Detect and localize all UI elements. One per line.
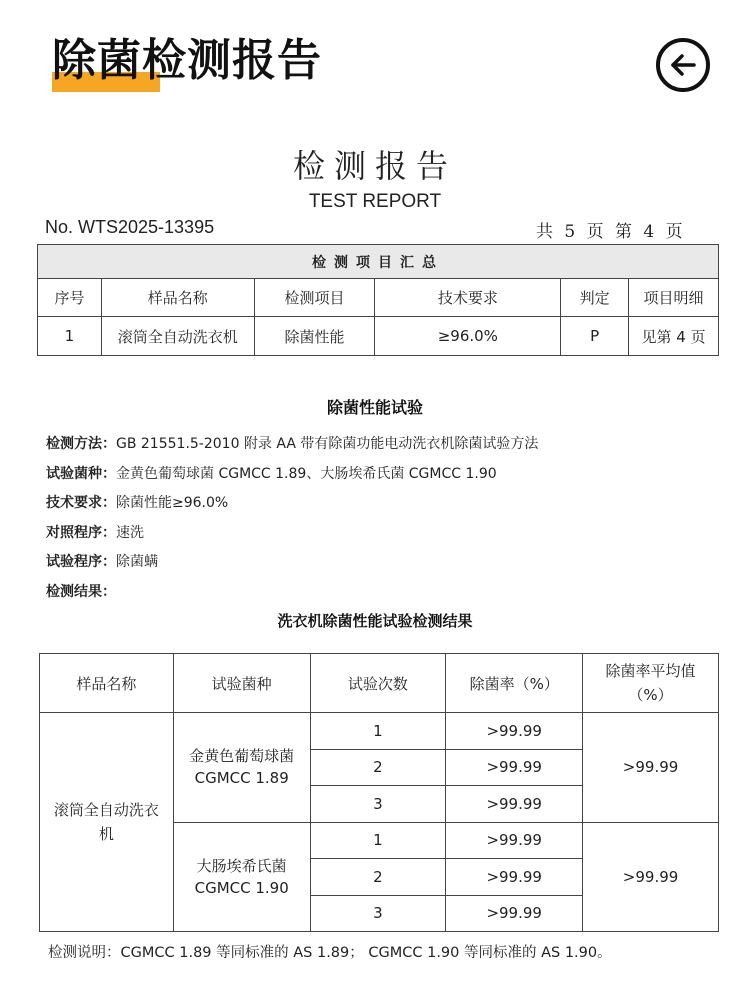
test-note: 检测说明：CGMCC 1.89 等同标准的 AS 1.89； CGMCC 1.90 等同标准的 AS 1.90。 <box>48 945 612 961</box>
page-title: 除菌检测报告 <box>52 35 322 86</box>
summary-col-header: 技术要求 <box>375 279 561 317</box>
param-result <box>46 578 726 608</box>
results-rate: >99.99 <box>446 749 583 786</box>
summary-table <box>37 244 719 356</box>
param-strain <box>46 460 726 490</box>
report-number: No. WTS2025-13395 <box>45 217 215 237</box>
param-label: 对照程序： <box>46 524 116 541</box>
results-title: 洗衣机除菌性能试验检测结果 <box>277 612 473 630</box>
report-title-en: TEST REPORT <box>308 191 442 212</box>
param-value: GB 21551.5-2010 附录 AA 带有除菌功能电动洗衣机除菌试验方法 <box>116 436 539 452</box>
summary-col-header: 序号 <box>38 279 102 317</box>
report-heading <box>0 145 750 215</box>
param-requirement <box>46 489 726 519</box>
arrow-left-circle-icon <box>668 50 698 80</box>
summary-col-header: 项目明细 <box>629 279 719 317</box>
param-value: 金黄色葡萄球菌 CGMCC 1.89、大肠埃希氏菌 CGMCC 1.90 <box>116 465 497 482</box>
section-title: 除菌性能试验 <box>326 398 423 417</box>
results-col-header: 除菌率（%） <box>446 654 583 713</box>
param-value: 除菌性能≥96.0% <box>116 495 229 511</box>
param-test-program <box>46 548 726 578</box>
param-method <box>46 430 726 460</box>
report-title-cn: 检测报告 <box>292 147 457 185</box>
results-average: >99.99 <box>583 822 719 932</box>
page-title-wrap <box>52 30 322 92</box>
results-rate: >99.99 <box>446 859 583 896</box>
param-label: 检测结果： <box>46 583 116 600</box>
param-label: 试验菌种： <box>46 465 116 482</box>
param-value: 速洗 <box>116 524 144 541</box>
param-value: 除菌螨 <box>116 554 158 570</box>
summary-cell: 见第 4 页 <box>629 317 719 356</box>
results-run: 1 <box>310 713 446 750</box>
results-col-header: 除菌率平均值（%） <box>583 654 719 713</box>
results-rate: >99.99 <box>446 786 583 823</box>
summary-cell: 1 <box>38 317 102 356</box>
results-run: 3 <box>310 895 446 932</box>
results-col-header: 样品名称 <box>40 654 174 713</box>
results-strain: 大肠埃希氏菌 CGMCC 1.90 <box>173 822 310 932</box>
back-button[interactable] <box>656 38 710 92</box>
page-header <box>0 0 750 110</box>
summary-col-header: 检测项目 <box>254 279 375 317</box>
summary-col-header: 样品名称 <box>101 279 254 317</box>
summary-cell: P <box>561 317 629 356</box>
results-header-row <box>40 654 719 713</box>
param-label: 试验程序： <box>46 554 116 570</box>
test-parameters <box>46 430 726 607</box>
summary-cell: ≥96.0% <box>375 317 561 356</box>
summary-cell: 滚筒全自动洗衣机 <box>101 317 254 356</box>
results-average: >99.99 <box>583 713 719 823</box>
param-control-program <box>46 519 726 549</box>
summary-cell: 除菌性能 <box>254 317 375 356</box>
summary-caption: 检测项目汇总 <box>38 245 719 279</box>
results-rate: >99.99 <box>446 822 583 859</box>
summary-header-row <box>38 279 719 317</box>
param-label: 技术要求： <box>46 495 116 511</box>
summary-col-header: 判定 <box>561 279 629 317</box>
results-strain: 金黄色葡萄球菌 CGMCC 1.89 <box>173 713 310 823</box>
results-col-header: 试验菌种 <box>173 654 310 713</box>
results-run: 3 <box>310 786 446 823</box>
table-row <box>38 317 719 356</box>
results-col-header: 试验次数 <box>310 654 446 713</box>
results-rate: >99.99 <box>446 713 583 750</box>
results-run: 2 <box>310 859 446 896</box>
results-sample-name: 滚筒全自动洗衣机 <box>40 713 174 932</box>
results-run: 1 <box>310 822 446 859</box>
page-count: 共 5 页 第 4 页 <box>536 222 683 242</box>
table-row <box>40 713 719 750</box>
results-run: 2 <box>310 749 446 786</box>
param-label: 检测方法： <box>46 436 116 452</box>
results-rate: >99.99 <box>446 895 583 932</box>
results-table <box>39 653 719 932</box>
